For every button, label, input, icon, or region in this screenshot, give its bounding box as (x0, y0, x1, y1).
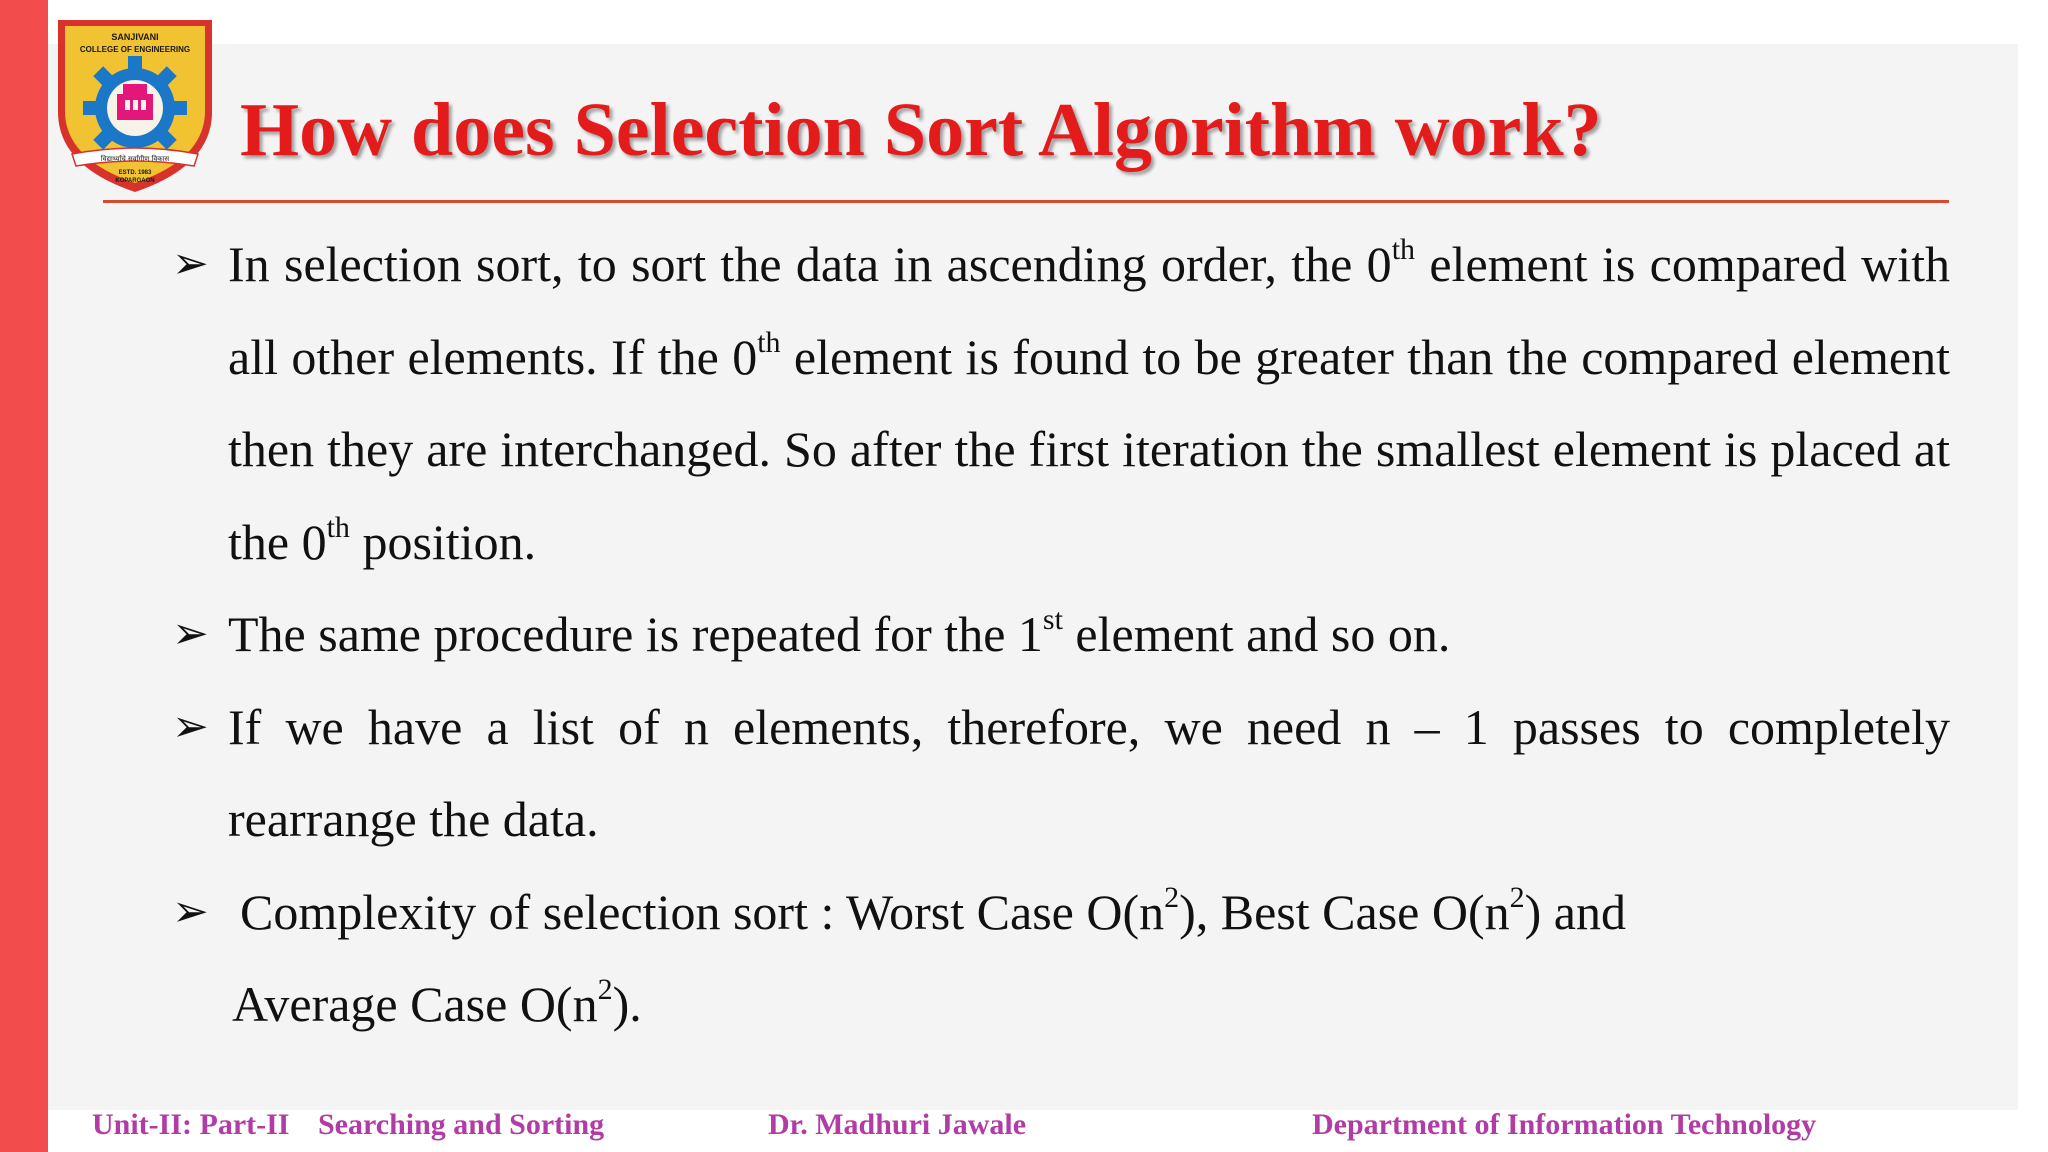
footer-department: Department of Information Technology (1312, 1108, 1817, 1141)
arrow-bullet-icon: ➢ (172, 885, 209, 937)
left-accent-bar (0, 0, 48, 1152)
svg-text:SANJIVANI: SANJIVANI (111, 32, 159, 42)
arrow-bullet-icon: ➢ (172, 608, 209, 659)
bullet-continuation: Average Case $O(n^2)$. (232, 973, 642, 1032)
title-underline (103, 200, 1949, 203)
bullet-item (160, 866, 1950, 959)
svg-text:COLLEGE OF ENGINEERING: COLLEGE OF ENGINEERING (79, 45, 191, 54)
bullet-item (160, 218, 1950, 588)
bullet-text: If we have a list of n elements, therefore, we need n – 1 passes to completely rearrange the data. (228, 698, 1950, 847)
svg-text:ESTD. 1983: ESTD. 1983 (118, 170, 152, 176)
bullet-text: The same procedure is repeated for the 1st element and so on. (228, 603, 1451, 662)
arrow-bullet-icon: ➢ (172, 700, 209, 752)
footer-author: Dr. Madhuri Jawale (768, 1108, 1027, 1141)
gear-icon (83, 56, 187, 160)
svg-text:KOPARGAON: KOPARGAON (115, 178, 155, 184)
slide-title: How does Selection Sort Algorithm work? (240, 88, 1602, 172)
college-logo (52, 16, 218, 196)
arrow-bullet-icon: ➢ (172, 238, 209, 289)
footer-unit: Unit-II: Part-II (92, 1108, 290, 1141)
bullet-item (160, 588, 1950, 681)
svg-text:विद्यार्थ्यांचे सर्वांगीण विका: विद्यार्थ्यांचे सर्वांगीण विकास (100, 155, 170, 163)
bullet-text: Complexity of selection sort : Worst Case $O(n^2)$, Best Case $O(n^2)$ and (240, 880, 1626, 940)
footer-topic: Searching and Sorting (318, 1108, 605, 1141)
slide-content (160, 218, 1950, 1051)
bullet-item (160, 681, 1950, 866)
bullet-text: In selection sort, to sort the data in ascending order, the 0th element is compared with all other elements. If the 0th element is found to be greater than the compared element then they are interchanged. So after the first iteration the smallest element is placed at the 0th position. (228, 233, 1950, 570)
